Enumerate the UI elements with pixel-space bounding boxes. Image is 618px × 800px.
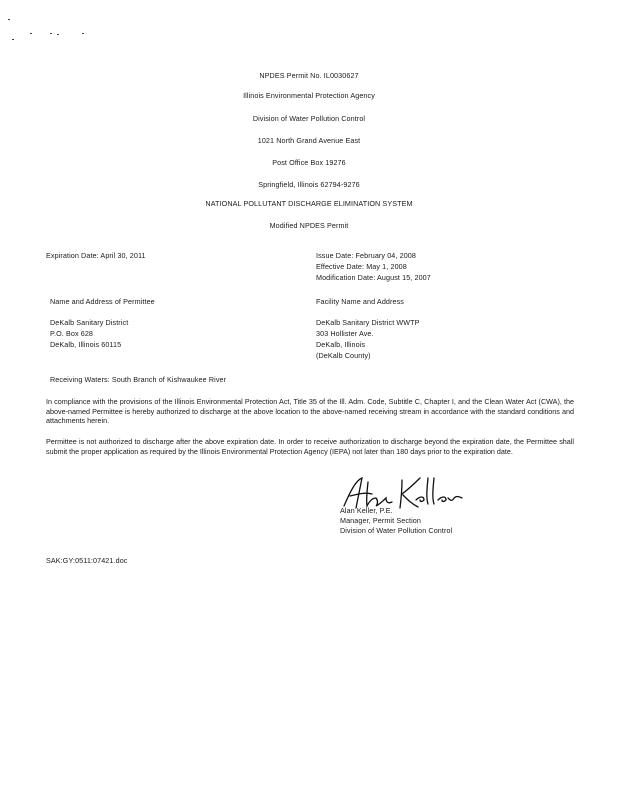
- scan-speck: [82, 33, 84, 34]
- scan-speck: [50, 33, 52, 34]
- signer-division: Division of Water Pollution Control: [340, 526, 453, 535]
- permittee-line: P.O. Box 628: [50, 329, 94, 338]
- receiving-waters: Receiving Waters: South Branch of Kishwaukee River: [50, 375, 227, 384]
- permit-number: NPDES Permit No. IL0030627: [259, 71, 359, 80]
- scan-speck: [8, 19, 10, 20]
- permittee-heading: Name and Address of Permittee: [50, 297, 155, 306]
- street-address: 1021 North Grand Avenue East: [257, 136, 361, 145]
- scan-speck: [12, 39, 14, 40]
- document-code: SAK:GY:0511:07421.doc: [46, 556, 128, 565]
- modification-date: Modification Date: August 15, 2007: [316, 273, 431, 282]
- signer-title: Manager, Permit Section: [340, 516, 422, 525]
- scan-speck: [57, 34, 59, 35]
- city-state-zip: Springfield, Illinois 62794-9276: [258, 180, 360, 189]
- system-name: NATIONAL POLLUTANT DISCHARGE ELIMINATION SYSTEM: [205, 199, 413, 208]
- facility-line: DeKalb, Illinois: [316, 340, 366, 349]
- issue-date: Issue Date: February 04, 2008: [316, 251, 416, 260]
- facility-line: (DeKalb County): [316, 351, 371, 360]
- permit-type: Modified NPDES Permit: [269, 221, 349, 230]
- authorization-paragraph: Permittee is not authorized to discharge after the above expiration date. In order to receive authorization to discharge beyond the expiration date, the Permittee shall submit the proper application as required by the Illinois Environmental Protection Agency (IEPA) not later than 180 days prior to the expiration date.: [46, 437, 574, 456]
- compliance-paragraph: In compliance with the provisions of the Illinois Environmental Protection Act, Title 35 of the Ill. Adm. Code, Subtitle C, Chapter I, and the Clean Water Act (CWA), the above-named Permittee is hereby authorized to discharge at the above location to the above-named receiving stream in accordance with the standard conditions and attachments herein.: [46, 397, 574, 425]
- agency-name: Illinois Environmental Protection Agency: [243, 91, 375, 100]
- permittee-line: DeKalb Sanitary District: [50, 318, 129, 327]
- facility-heading: Facility Name and Address: [316, 297, 404, 306]
- scan-speck: [30, 33, 32, 34]
- effective-date: Effective Date: May 1, 2008: [316, 262, 407, 271]
- facility-line: 303 Hollister Ave.: [316, 329, 374, 338]
- permittee-line: DeKalb, Illinois 60115: [50, 340, 122, 349]
- facility-line: DeKalb Sanitary District WWTP: [316, 318, 420, 327]
- division-name: Division of Water Pollution Control: [252, 114, 366, 123]
- po-box: Post Office Box 19276: [272, 158, 346, 167]
- signer-name: Alan Keller, P.E.: [340, 506, 393, 515]
- expiration-date: Expiration Date: April 30, 2011: [46, 251, 146, 260]
